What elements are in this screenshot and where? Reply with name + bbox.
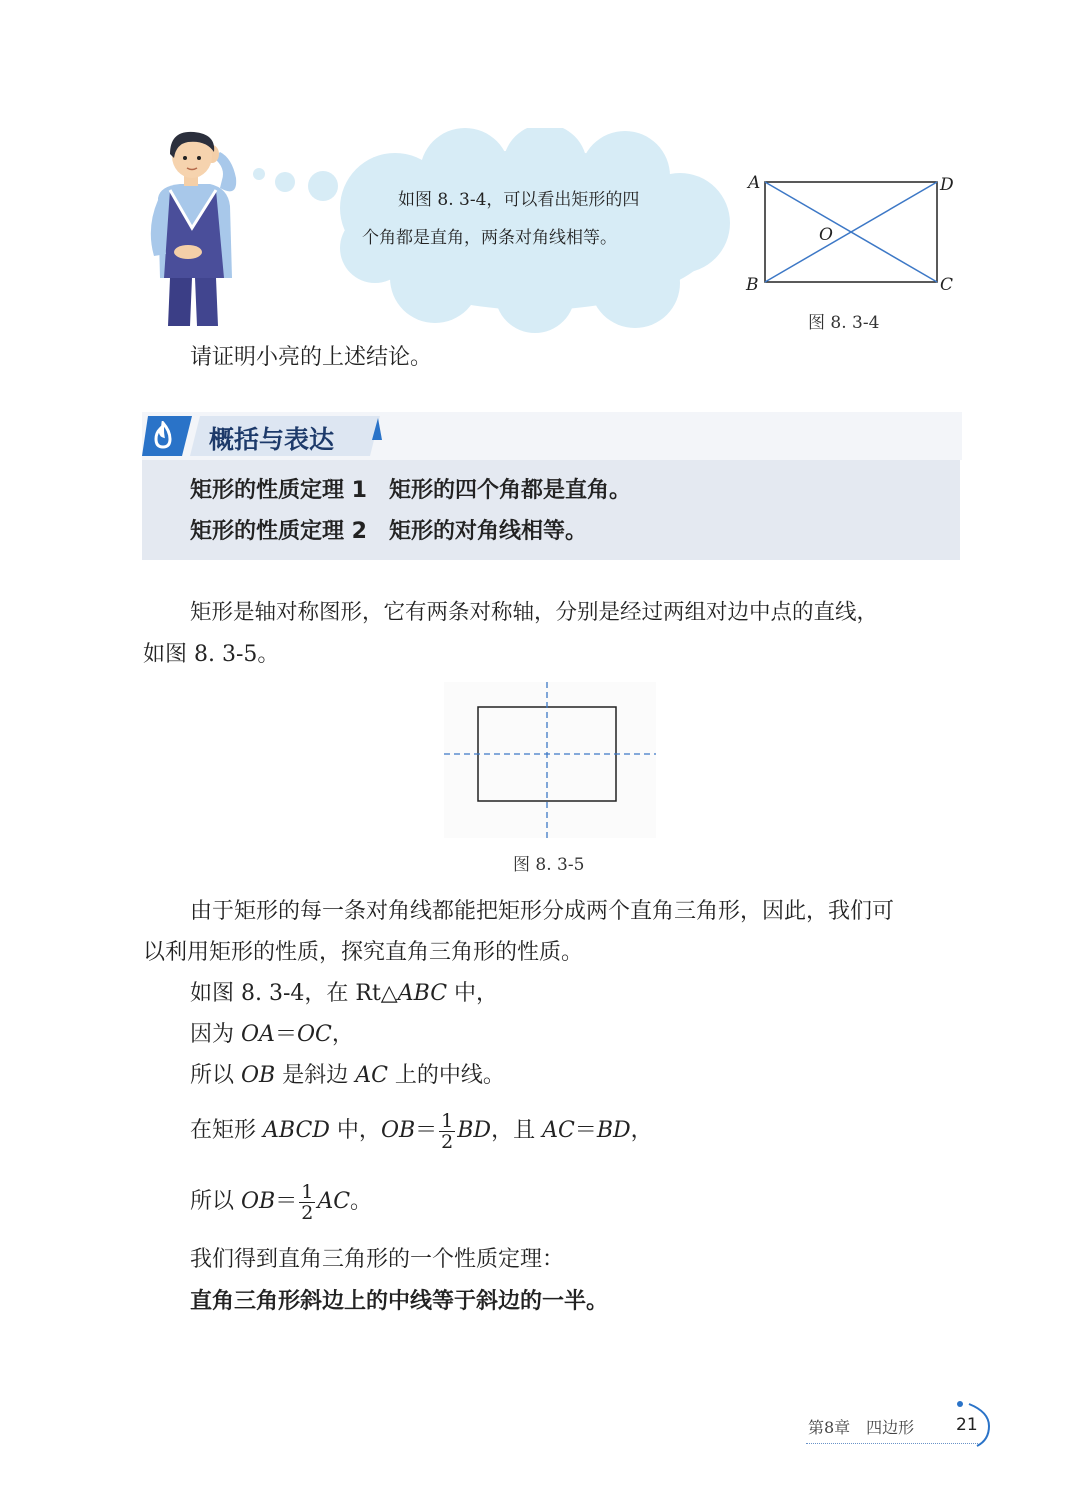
- para1-line1: 矩形是轴对称图形，它有两条对称轴，分别是经过两组对边中点的直线，: [190, 600, 879, 625]
- conclusion-theorem: 直角三角形斜边上的中线等于斜边的一半。: [190, 1289, 609, 1314]
- theorem-2: [190, 518, 587, 546]
- fraction-half-2: $\frac{1}{2}$: [301, 1180, 314, 1224]
- bubble-line-2: 个角都是直角，两条对角线相等。: [362, 228, 617, 248]
- label-d: D: [940, 175, 954, 195]
- label-b: B: [746, 275, 759, 295]
- figure-8-3-5-caption: 图 8. 3-5: [513, 855, 585, 875]
- flame-icon: [150, 421, 176, 449]
- figure-8-3-4: [740, 168, 970, 298]
- proof-line-2: 因为 OA＝OC，: [190, 1022, 354, 1047]
- conclusion-intro: 我们得到直角三角形的一个性质定理：: [190, 1247, 565, 1272]
- theorem-1-label: 矩形的性质定理 1: [190, 478, 367, 503]
- proof-line-4: 在矩形 ABCD 中，OB＝ $\frac{1}{2}$ BD，且 AC＝BD，: [190, 1109, 653, 1153]
- theorem-2-text: 矩形的对角线相等。: [388, 519, 587, 544]
- footer-rule: [806, 1443, 978, 1444]
- label-a: A: [748, 173, 761, 193]
- theorem-1: [190, 477, 631, 505]
- para2-line2: 以利用矩形的性质，探究直角三角形的性质。: [143, 940, 584, 965]
- footer-arc: [955, 1398, 995, 1452]
- theorem-2-label: 矩形的性质定理 2: [190, 519, 367, 544]
- proof-line-5: 所以 OB＝ $\frac{1}{2}$ AC。: [190, 1180, 373, 1224]
- label-c: C: [940, 275, 954, 295]
- para1-line2: 如图 8. 3-5。: [143, 642, 280, 667]
- fraction-half: $\frac{1}{2}$: [441, 1109, 454, 1153]
- page-number: 21: [956, 1415, 978, 1435]
- footer-chapter: 第8章 四边形: [808, 1418, 915, 1437]
- para2-line1: 由于矩形的每一条对角线都能把矩形分成两个直角三角形，因此，我们可: [190, 899, 895, 924]
- proof-line-3: 所以 OB 是斜边 AC 上的中线。: [190, 1063, 505, 1088]
- student-illustration: [140, 128, 245, 328]
- proof-line-1: 如图 8. 3-4，在 Rt△ABC 中，: [190, 981, 499, 1006]
- label-o: O: [819, 225, 833, 245]
- theorem-1-text: 矩形的四个角都是直角。: [388, 478, 631, 503]
- section-title: 概括与表达: [209, 425, 335, 454]
- figure-8-3-5: [444, 682, 656, 838]
- prompt-text: 请证明小亮的上述结论。: [190, 345, 433, 370]
- figure-8-3-4-caption: 图 8. 3-4: [808, 313, 880, 333]
- bubble-line-1: 如图 8. 3-4，可以看出矩形的四: [398, 190, 640, 210]
